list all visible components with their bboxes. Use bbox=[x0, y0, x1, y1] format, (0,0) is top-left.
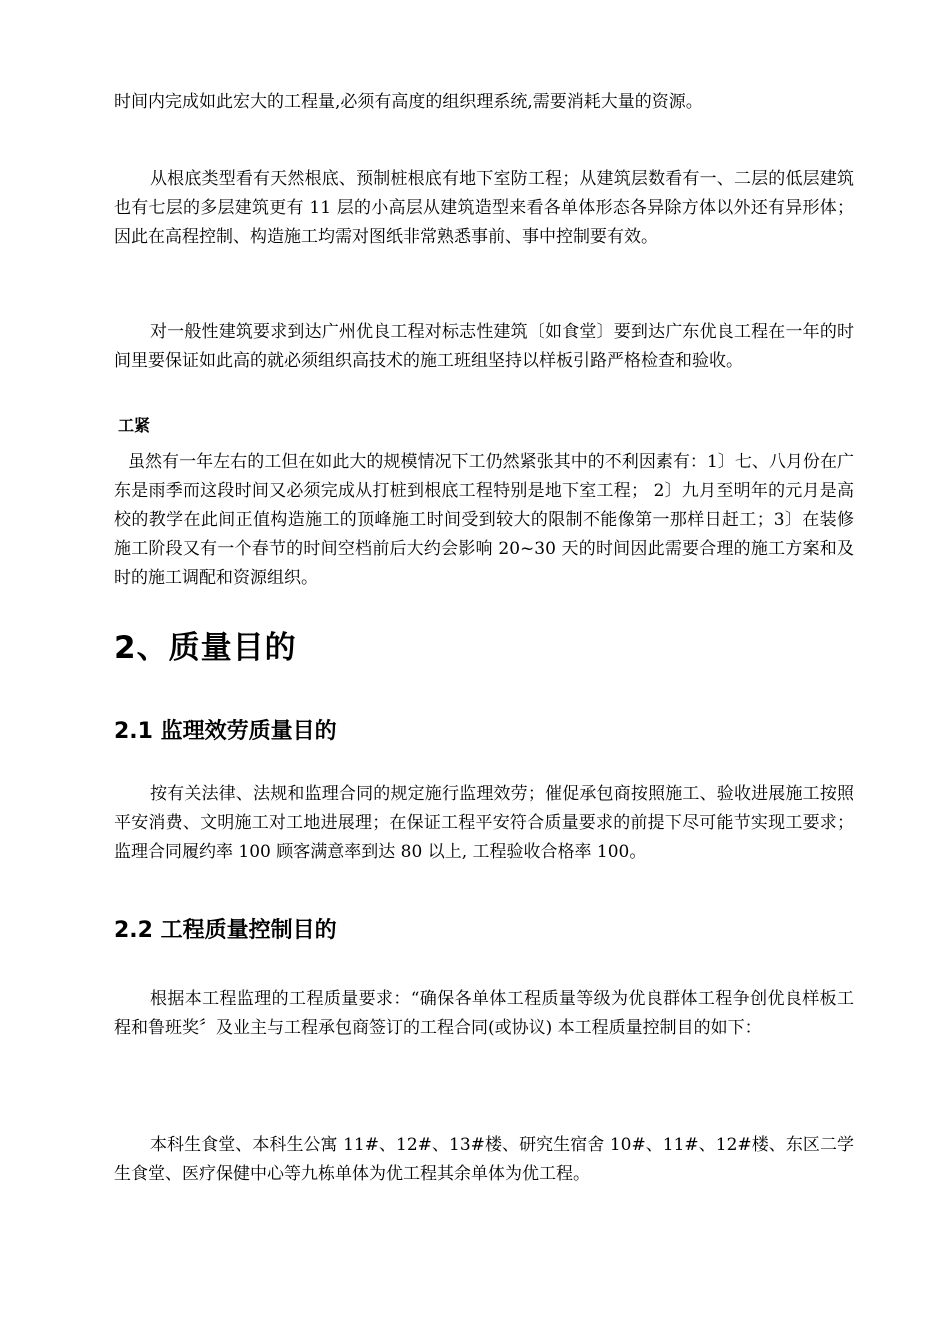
paragraph-foundation-types: 从根底类型看有天然根底、预制桩根底有地下室防工程；从建筑层数看有一、二层的低层建筑也有七层的多层建筑更有 11 层的小高层从建筑造型来看各单体形态各异除方体以外还有异形体；因此在高程控制、构造施工均需对图纸非常熟悉事前、事中控制要有效。 bbox=[114, 169, 854, 247]
paragraph-quality-standard: 对一般性建筑要求到达广州优良工程对标志性建筑〔如食堂〕要到达广东优良工程在一年的时间里要保证如此高的就必须组织高技术的施工班组坚持以样板引路严格检查和验收。 bbox=[114, 322, 854, 371]
paragraph-resource-note: 时间内完成如此宏大的工程量,必须有高度的组织理系统,需要消耗大量的资源。 bbox=[114, 92, 703, 112]
paragraph-quality-requirements: 根据本工程监理的工程质量要求：“确保各单体工程质量等级为优良群体工程争创优良样板工程和鲁班奖〞及业主与工程承包商签订的工程合同(或协议) 本工程质量控制目的如下： bbox=[114, 989, 854, 1038]
heading-supervision-service-quality: 2.1 监理效劳质量目的 bbox=[114, 719, 337, 744]
paragraph-building-list: 本科生食堂、本科生公寓 11#、12#、13#楼、研究生宿舍 10#、11#、12#楼、东区二学生食堂、医疗保健中心等九栋单体为优工程其余单体为优工程。 bbox=[114, 1135, 854, 1184]
heading-engineering-quality-control: 2.2 工程质量控制目的 bbox=[114, 918, 337, 943]
paragraph-schedule-factors: 虽然有一年左右的工但在如此大的规模情况下工仍然紧张其中的不利因素有：1〕七、八月份在广东是雨季而这段时间又必须完成从打桩到根底工程特别是地下室工程； 2〕九月至明年的元月是高校的教学在此间正值构造施工的顶峰施工时间受到较大的限制不能像第一那样日赶工；3〕在装修施工阶段又有一个春节的时间空档前后大约会影响 20~30 天的时间因此需要合理的施工方案和及时的施工调配和资源组织。 bbox=[114, 452, 854, 588]
heading-quality-goals: 2、质量目的 bbox=[114, 630, 297, 666]
label-tight-schedule: 工紧 bbox=[118, 416, 151, 435]
paragraph-supervision-service: 按有关法律、法规和监理合同的规定施行监理效劳；催促承包商按照施工、验收进展施工按照平安消费、文明施工对工地进展理；在保证工程平安符合质量要求的前提下尽可能节实现工要求；监理合同履约率 100 顾客满意率到达 80 以上, 工程验收合格率 100。 bbox=[114, 784, 854, 862]
